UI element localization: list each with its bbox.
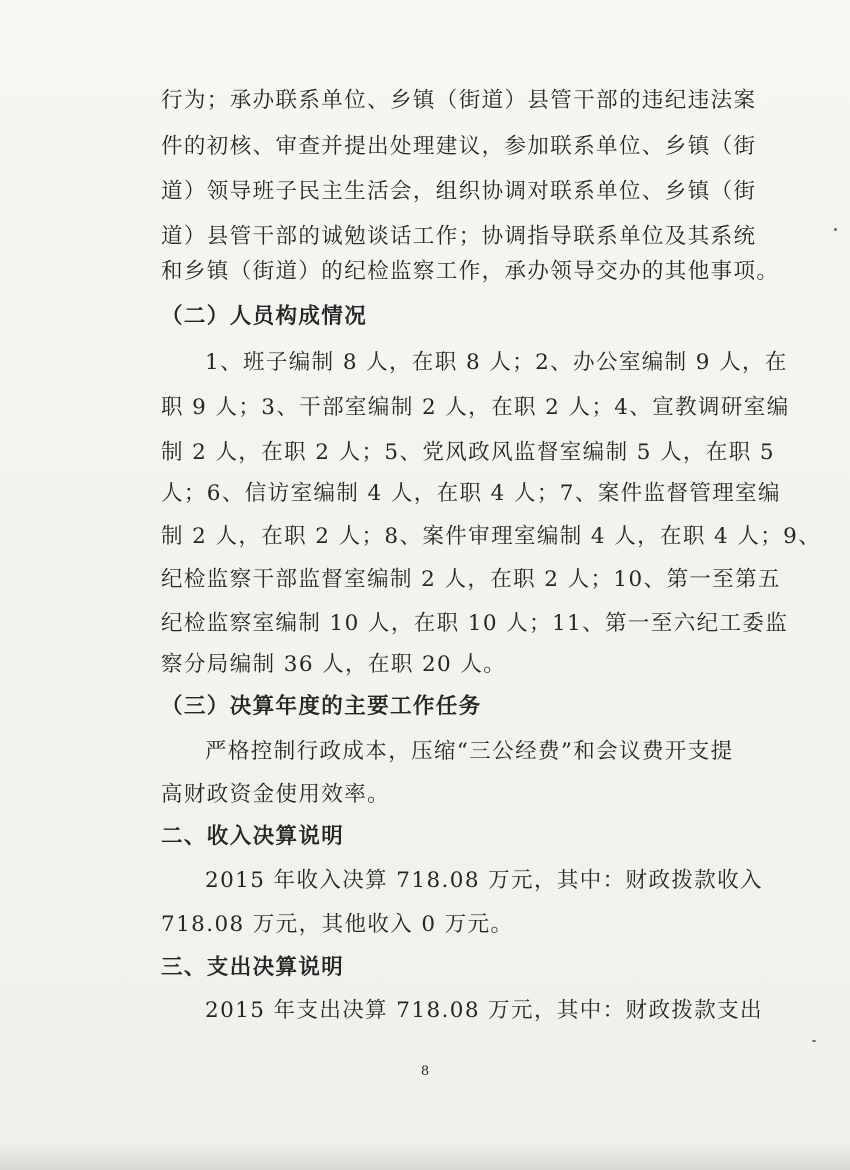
section-heading-expense: 三、支出决算说明 (161, 955, 345, 980)
text-line: 纪检监察干部监督室编制 2 人，在职 2 人；10、第一至第五 (161, 567, 781, 592)
text-line: 和乡镇（街道）的纪检监察工作，承办领导交办的其他事项。 (161, 259, 780, 284)
text-line: 纪检监察室编制 10 人，在职 10 人；11、第一至六纪工委监 (161, 611, 789, 636)
text-line: 道）领导班子民主生活会，组织协调对联系单位、乡镇（街 (161, 179, 757, 204)
text-line: 2015 年收入决算 718.08 万元，其中：财政拨款收入 (205, 868, 763, 893)
text-line: 高财政资金使用效率。 (161, 782, 391, 807)
section-heading-income: 二、收入决算说明 (161, 824, 345, 849)
page-number: 8 (420, 1064, 430, 1079)
section-heading-personnel: （二）人员构成情况 (161, 304, 368, 329)
scan-speck (834, 228, 837, 231)
text-line: 察分局编制 36 人，在职 20 人。 (161, 652, 507, 677)
scan-speck (812, 1040, 816, 1042)
text-line: 718.08 万元，其他收入 0 万元。 (161, 912, 514, 937)
text-line: 行为；承办联系单位、乡镇（街道）县管干部的违纪违法案 (161, 88, 757, 113)
text-line: 制 2 人，在职 2 人；8、案件审理室编制 4 人，在职 4 人；9、 (161, 524, 822, 549)
text-line: 道）县管干部的诚勉谈话工作；协调指导联系单位及其系统 (161, 224, 757, 249)
section-heading-tasks: （三）决算年度的主要工作任务 (161, 694, 482, 719)
text-line: 制 2 人，在职 2 人；5、党风政风监督室编制 5 人，在职 5 (161, 440, 775, 465)
text-line: 1、班子编制 8 人，在职 8 人；2、办公室编制 9 人，在 (205, 350, 788, 375)
text-line: 严格控制行政成本，压缩“三公经费”和会议费开支提 (205, 739, 734, 764)
page-edge-shadow (0, 1142, 850, 1170)
text-line: 职 9 人；3、干部室编制 2 人，在职 2 人；4、宣教调研室编 (161, 395, 790, 420)
text-line: 件的初核、审查并提出处理建议，参加联系单位、乡镇（街 (161, 134, 757, 159)
text-line: 2015 年支出决算 718.08 万元，其中：财政拨款支出 (205, 998, 763, 1023)
text-line: 人；6、信访室编制 4 人，在职 4 人；7、案件监督管理室编 (161, 481, 781, 506)
